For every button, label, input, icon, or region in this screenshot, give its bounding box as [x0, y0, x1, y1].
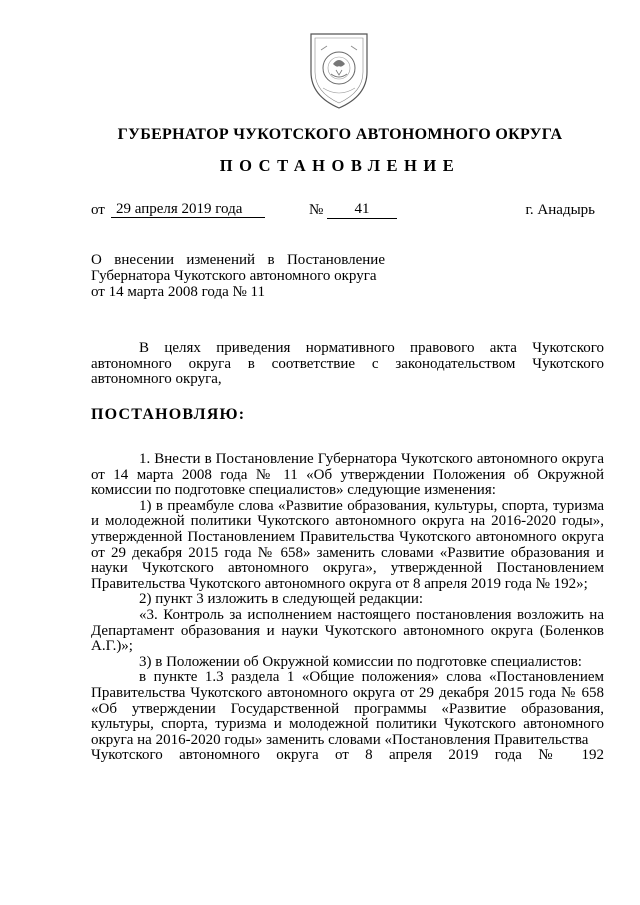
decree-subject: [91, 252, 385, 300]
item-1-3-a-last-line: Чукотского автономного округа от 8 апреля 2019 года № 192: [91, 747, 604, 764]
date-prefix: от: [91, 202, 105, 218]
preamble-text: [91, 341, 604, 388]
item-1-3: 3) в Положении об Окружной комиссии по подготовке специалистов:: [139, 653, 582, 670]
preamble-paragraph: В целях приведения нормативного правового акта Чукотского автономного округа в соответствие с законодательством Чукотского автономного округа,: [91, 340, 604, 388]
decree-number: 41: [327, 202, 397, 219]
resolve-heading: ПОСТАНОВЛЯЮ:: [91, 406, 246, 423]
governor-title: ГУБЕРНАТОР ЧУКОТСКОГО АВТОНОМНОГО ОКРУГА: [117, 126, 563, 143]
decree-body: [91, 452, 604, 764]
item-1-1: 1) в преамбуле слова «Развитие образования, культуры, спорта, туризма и молодежной политики Чукотского автономного округа на 2016-2020 годы», утвержденной Постановлением Правительства Чукотского автономного округа от 29 декабря 2015 года № 658» заменить словами «Развитие образования и науки Чукотского автономного округа», утвержденной Постановлением Правительства Чукотского автономного округа от 8 апреля 2019 года № 192»;: [91, 497, 604, 592]
decree-date: 29 апреля 2019 года: [111, 202, 265, 218]
coat-of-arms-emblem: [303, 28, 375, 112]
subject-line: Губернатора Чукотского автономного округа: [91, 268, 377, 284]
item-1: 1. Внести в Постановление Губернатора Чукотского автономного округа от 14 марта 2008 года № 11 «Об утверждении Положения об Окружной комиссии по подготовке специалистов» следующие изменения:: [91, 451, 604, 499]
item-1-2-quote: «3. Контроль за исполнением настоящего постановления возложить на Департамент образования и науки Чукотского автономного округа (Боленков А.Г.)»;: [91, 606, 604, 655]
subject-line: от 14 марта 2008 года № 11: [91, 284, 265, 300]
number-sign: №: [309, 202, 324, 218]
item-1-3-a: в пункте 1.3 раздела 1 «Общие положения» слова «Постановлением Правительства Чукотского автономного округа от 29 декабря 2015 года № 658 «Об утверждении Государственной программы «Развитие образования, культуры, спорта, туризма и молодежной политики Чукотского автономного округа на 2016-2020 годы» заменить словами «Постановления Правительства: [91, 669, 604, 748]
city-name: г. Анадырь: [525, 202, 595, 218]
subject-line: О внесении изменений в Постановление: [91, 252, 385, 268]
item-1-2: 2) пункт 3 изложить в следующей редакции:: [139, 591, 424, 608]
document-type-title: ПОСТАНОВЛЕНИЕ: [219, 156, 461, 175]
